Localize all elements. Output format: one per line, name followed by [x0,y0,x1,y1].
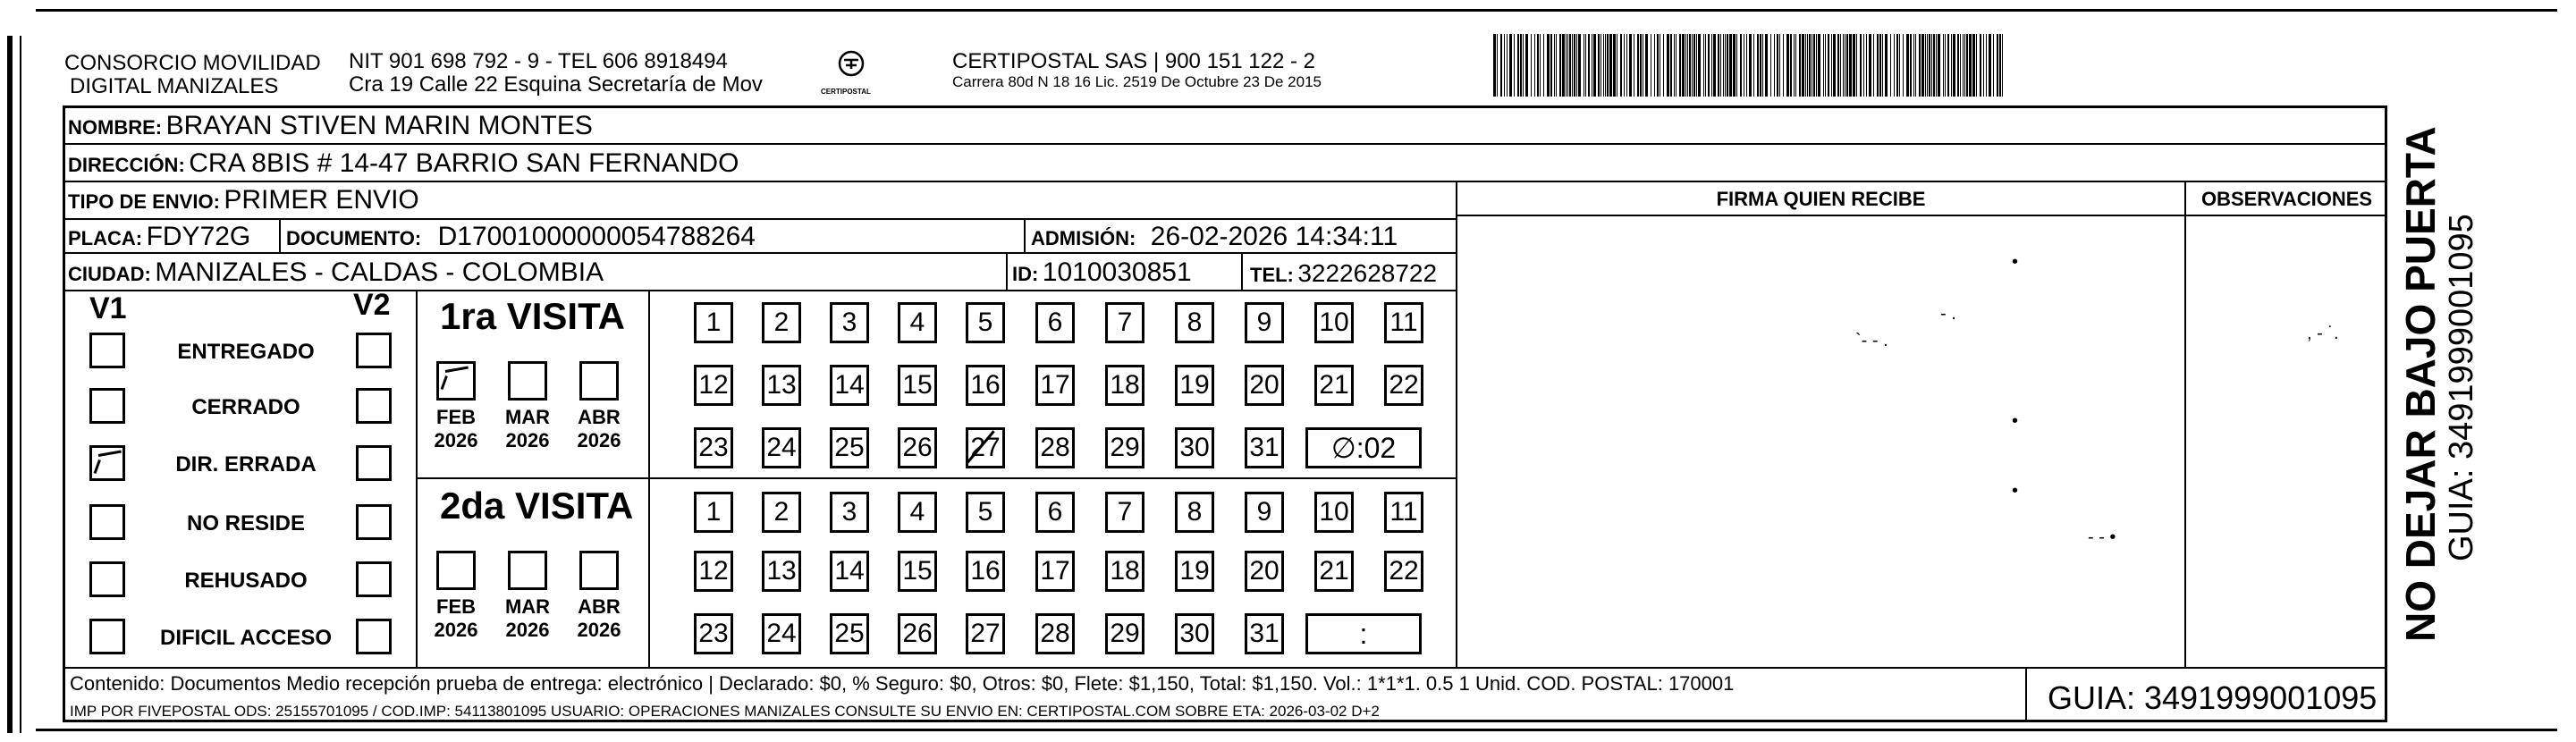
day-box[interactable]: 4 [898,302,937,343]
col-divider [1456,181,1457,667]
day-box[interactable]: 10 [1314,492,1354,533]
time-box[interactable]: ∅:02 [1305,427,1422,468]
day-box[interactable]: 5 [966,492,1005,533]
company-line1: CONSORCIO MOVILIDAD [64,51,321,75]
placa-value: FDY72G [146,222,251,251]
day-box[interactable]: 12 [694,551,733,592]
row-divider [1457,215,2387,216]
day-box[interactable]: 31 [1245,427,1284,468]
day-box[interactable]: 11 [1384,302,1423,343]
col-divider [1241,252,1243,290]
day-box[interactable]: 27 [966,427,1005,468]
bottom-border [36,729,2557,731]
day-box[interactable]: 2 [762,492,801,533]
courier-info [952,50,1322,91]
v1-checkbox[interactable] [89,504,125,540]
tipo-value: PRIMER ENVIO [224,185,419,215]
ciudad-value: MANIZALES - CALDAS - COLOMBIA [155,257,604,287]
day-box[interactable]: 19 [1175,551,1214,592]
id-field [1012,257,1192,288]
placa-field [68,222,250,252]
v1-checkbox[interactable] [89,333,125,368]
guia-box: GUIA: 3491999001095 [2048,679,2378,716]
documento-value: D17001000000054788264 [437,222,756,251]
day-box[interactable]: 29 [1105,427,1144,468]
v2-checkbox[interactable] [356,388,392,424]
courier-line1: CERTIPOSTAL SAS | 900 151 122 - 2 [952,49,1315,73]
tel-label: TEL: [1250,264,1294,286]
admision-field [1031,222,1398,252]
day-box[interactable]: 29 [1105,613,1144,654]
day-box[interactable]: 20 [1245,365,1284,406]
day-box[interactable]: 19 [1175,365,1214,406]
day-box[interactable]: 1 [694,492,733,533]
address-line: Cra 19 Calle 22 Esquina Secretaría de Mov [349,72,763,97]
status-label: NO RESIDE [186,511,306,535]
day-box[interactable]: 14 [830,365,869,406]
direccion-value: CRA 8BIS # 14-47 BARRIO SAN FERNANDO [189,148,739,178]
v2-header: V2 [353,288,391,322]
signature-mark: - - • [2088,527,2116,547]
day-box[interactable]: 9 [1245,492,1284,533]
observaciones-header: OBSERVACIONES [2200,188,2373,210]
month-label: FEB 2026 [434,406,478,451]
nombre-field [68,111,593,141]
side-guia-text: GUIA: 3491999001095 [2443,214,2480,561]
day-box[interactable]: 24 [762,613,801,654]
tipo-field [68,185,419,215]
col-divider [1006,252,1008,290]
nit-line: NIT 901 698 792 - 9 - TEL 606 8918494 [349,49,728,73]
day-box[interactable]: 16 [966,365,1005,406]
day-box[interactable]: 21 [1314,365,1354,406]
day-box[interactable]: 17 [1035,365,1075,406]
barcode [1493,34,2209,97]
day-box[interactable]: 13 [762,551,801,592]
day-box[interactable]: 8 [1175,492,1214,533]
v2-checkbox[interactable] [356,561,392,597]
day-box[interactable]: 25 [830,427,869,468]
footer-line2: IMP POR FIVEPOSTAL ODS: 25155701095 / COD.IMP: 54113801095 USUARIO: OPERACIONES MANIZALES CONSULTE SU ENVIO EN: CERTIPOSTAL.COM SOBRE ETA: 2026-03-02 D+2 [70,703,1380,720]
month-checkbox[interactable] [579,361,619,401]
day-box[interactable]: 10 [1314,302,1354,343]
day-box[interactable]: 3 [830,492,869,533]
day-box[interactable]: 24 [762,427,801,468]
day-box[interactable]: 7 [1105,492,1144,533]
day-box[interactable]: 4 [898,492,937,533]
day-box[interactable]: 3 [830,302,869,343]
row-divider [63,143,2387,145]
documento-field [286,222,756,252]
firma-header: FIRMA QUIEN RECIBE [1716,188,1926,210]
status-label: CERRADO [191,395,300,419]
day-box[interactable]: 8 [1175,302,1214,343]
v2-checkbox[interactable] [356,445,392,481]
col-divider [279,218,281,252]
day-box[interactable]: 14 [830,551,869,592]
signature-mark: `- - . [1855,331,1888,350]
visit-divider [416,477,1457,479]
logo-caption: CERTIPOSTAL [821,88,871,96]
day-box[interactable]: 18 [1105,365,1144,406]
id-value: 1010030851 [1042,257,1192,287]
month-label: FEB 2026 [434,595,478,641]
status-label: DIFICIL ACCESO [159,626,332,650]
footer-line1: Contenido: Documentos Medio recepción prueba de entrega: electrónico | Declarado: $0, % Seguro: $0, Otros: $0, Flete: $1,150, Total: $1,150. Vol.: 1*1*1. 0.5 1 Unid. COD. POSTAL: 170001 [70,672,1735,695]
tipo-label: TIPO DE ENVIO: [68,190,220,213]
nombre-value: BRAYAN STIVEN MARIN MONTES [165,111,593,140]
day-box[interactable]: 11 [1384,492,1423,533]
v1-checkbox[interactable] [89,561,125,597]
row-divider [63,181,2387,182]
ciudad-field [68,257,604,288]
col-divider [1024,218,1026,252]
top-border [36,9,2557,12]
day-box[interactable]: 5 [966,302,1005,343]
month-label: ABR 2026 [577,595,621,641]
nombre-label: NOMBRE: [68,116,163,139]
visit2-title: 2da VISITA [440,485,634,527]
day-box[interactable]: 26 [898,613,937,654]
day-box[interactable]: 16 [966,551,1005,592]
day-box[interactable]: 1 [694,302,733,343]
month-checkbox[interactable] [436,551,476,590]
ciudad-label: CIUDAD: [68,263,151,285]
signature-mark: • [2012,481,2019,501]
day-box[interactable]: 15 [898,365,937,406]
signature-mark: • [2012,252,2019,272]
v1-checkbox[interactable] [89,388,125,424]
time-box[interactable]: : [1305,613,1422,654]
month-checkbox[interactable] [508,551,547,590]
left-edge-inner [20,36,21,733]
status-label: ENTREGADO [177,340,315,364]
day-box[interactable]: 13 [762,365,801,406]
day-box[interactable]: 20 [1245,551,1284,592]
courier-line2: Carrera 80d N 18 16 Lic. 2519 De Octubre 23 De 2015 [952,73,1322,90]
row-divider [63,290,1457,291]
day-box[interactable]: 9 [1245,302,1284,343]
month-label: MAR 2026 [504,595,551,641]
day-box[interactable]: 22 [1384,551,1423,592]
admision-label: ADMISIÓN: [1031,227,1136,249]
day-box[interactable]: 22 [1384,365,1423,406]
placa-label: PLACA: [68,227,143,249]
company-info [349,50,763,97]
month-checkbox[interactable] [579,551,619,590]
day-box[interactable]: 31 [1245,613,1284,654]
day-box[interactable]: 23 [694,613,733,654]
day-box[interactable]: 30 [1175,613,1214,654]
documento-label: DOCUMENTO: [286,227,422,249]
v1-header: V1 [89,291,127,325]
day-box[interactable]: 2 [762,302,801,343]
day-box[interactable]: 30 [1175,427,1214,468]
certipostal-logo-icon [832,48,871,88]
v2-checkbox[interactable] [356,619,392,654]
day-box[interactable]: 28 [1035,613,1075,654]
month-label: ABR 2026 [577,406,621,451]
status-label: DIR. ERRADA [175,452,317,476]
day-box[interactable]: 17 [1035,551,1075,592]
day-box[interactable]: 25 [830,613,869,654]
row-divider [63,218,1457,220]
day-box[interactable]: 27 [966,613,1005,654]
day-box[interactable]: 6 [1035,302,1075,343]
observation-mark: , - ˙. [2307,324,2339,343]
v2-checkbox[interactable] [356,333,392,368]
signature-mark: • [2012,411,2019,431]
v1-checkbox[interactable] [89,619,125,654]
direccion-label: DIRECCIÓN: [68,154,185,176]
left-edge [7,36,13,733]
direccion-field [68,148,739,179]
company-line2: DIGITAL MANIZALES [70,74,279,98]
day-box[interactable]: 6 [1035,492,1075,533]
company-name [64,52,321,98]
signature-mark: - . [1940,304,1956,324]
day-box[interactable]: 28 [1035,427,1075,468]
tel-field [1250,259,1437,288]
visit1-title: 1ra VISITA [440,295,625,337]
day-box[interactable]: 12 [694,365,733,406]
day-box[interactable]: 21 [1314,551,1354,592]
col-divider [2025,667,2027,721]
month-label: MAR 2026 [504,406,551,451]
month-checkbox[interactable] [508,361,547,401]
v2-checkbox[interactable] [356,504,392,540]
day-box[interactable]: 18 [1105,551,1144,592]
day-box[interactable]: 23 [694,427,733,468]
day-box[interactable]: 7 [1105,302,1144,343]
admision-value: 26-02-2026 14:34:11 [1150,222,1398,251]
no-dejar-text: NO DEJAR BAJO PUERTA [2397,126,2444,642]
id-label: ID: [1012,263,1039,285]
day-box[interactable]: 26 [898,427,937,468]
tel-value: 3222628722 [1297,259,1438,287]
day-box[interactable]: 15 [898,551,937,592]
row-divider [63,252,1457,254]
footer-divider [63,667,2387,669]
status-label: REHUSADO [184,569,308,593]
col-divider [2184,181,2186,667]
